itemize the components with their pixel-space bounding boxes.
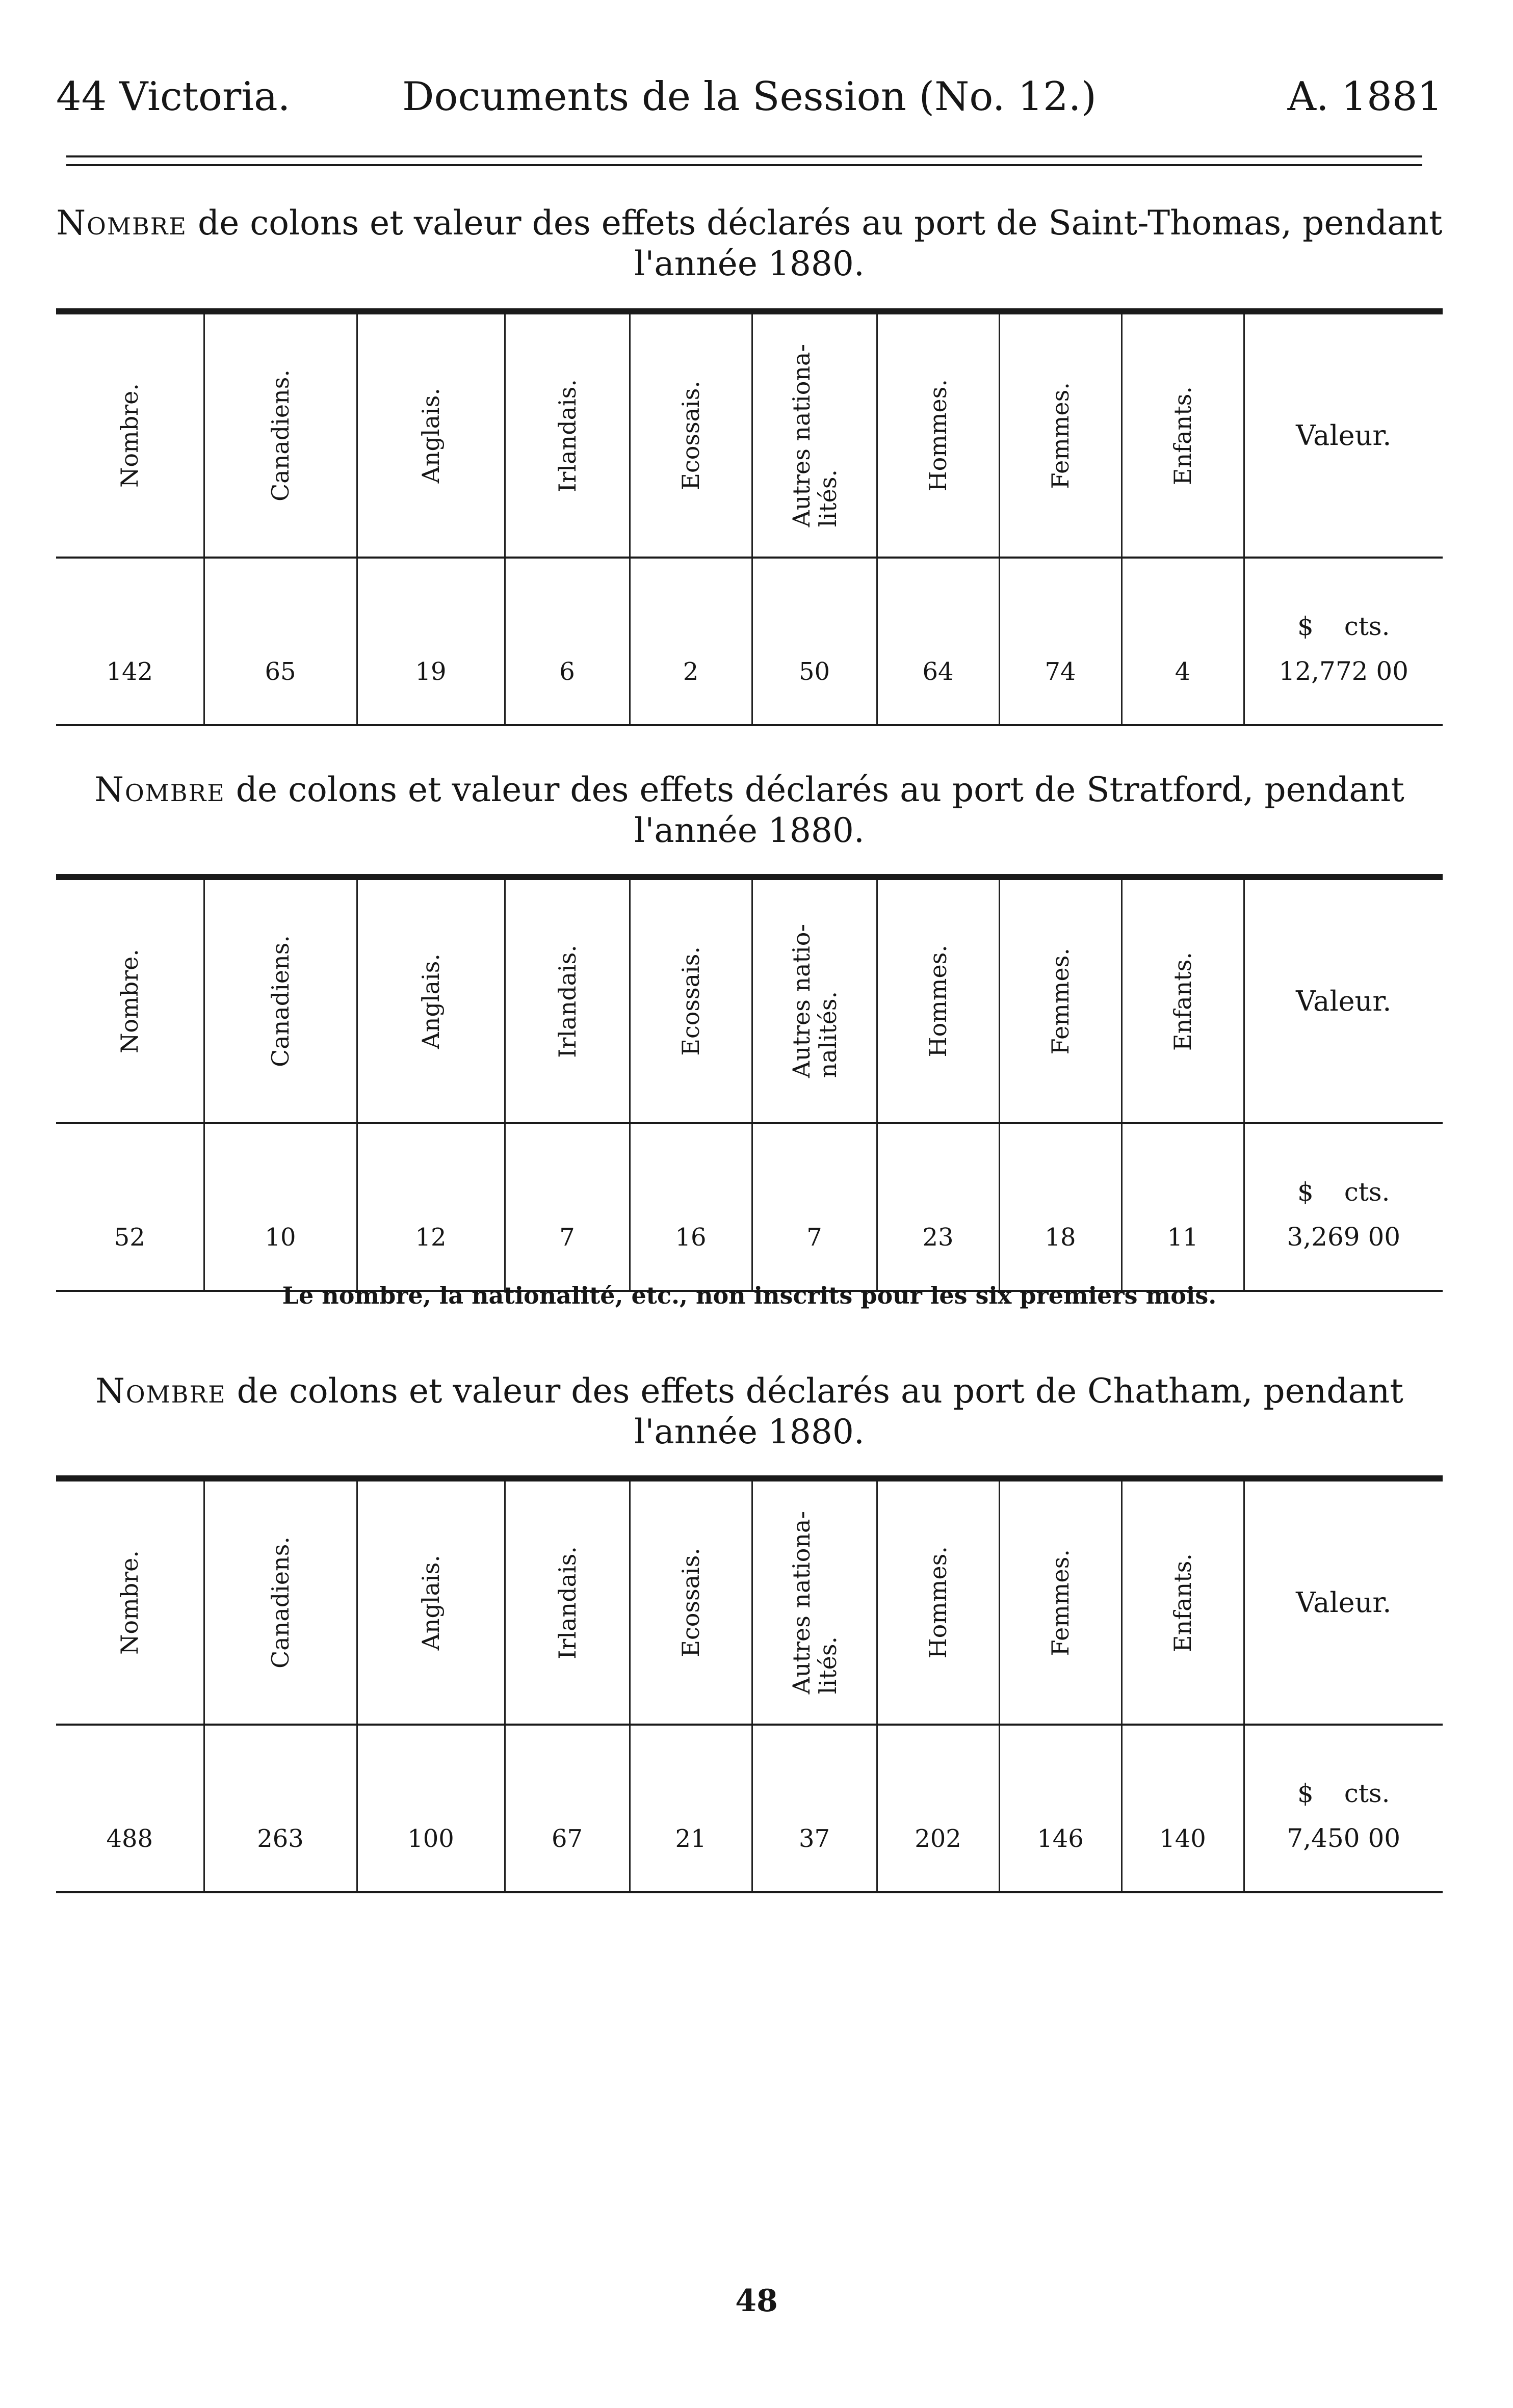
value-amount: 7,450 00 [1287,1823,1401,1853]
cell-irlandais: 7 [505,1123,630,1291]
header-row [56,877,1443,1123]
currency-symbol: $ [1297,1177,1314,1207]
col-canadiens: Canadiens. [204,877,357,1123]
col-ecossais: Ecossais. [630,311,752,558]
section-title-chatham [56,1371,1443,1452]
col-anglais: Anglais. [357,877,505,1123]
cents-label: cts. [1344,612,1390,641]
col-valeur: Valeur. [1244,1478,1443,1725]
col-valeur: Valeur. [1244,877,1443,1123]
col-canadiens: Canadiens. [204,311,357,558]
footnote: Le nombre, la nationalité, etc., non inscrits pour les six premiers mois. [282,1282,1217,1309]
cell-hommes: 202 [877,1725,999,1892]
cell-ecossais: 16 [630,1123,752,1291]
title-lead: Nombre [95,1371,226,1411]
cell-autres: 7 [752,1123,877,1291]
header-rule-top [66,155,1422,157]
col-anglais: Anglais. [357,311,505,558]
col-autres: Autres nationa- lités. [752,311,877,558]
cell-canadiens: 263 [204,1725,357,1892]
title-rest: de colons et valeur des effets déclarés au port de Saint-Thomas, pendant [187,203,1443,243]
title-lead: Nombre [94,770,225,809]
cents-label: cts. [1344,1779,1390,1808]
section-title-saint-thomas [56,203,1443,284]
col-autres: Autres natio- nalités. [752,877,877,1123]
col-hommes: Hommes. [877,311,999,558]
cell-ecossais: 2 [630,558,752,725]
currency-symbol: $ [1297,612,1314,641]
cell-valeur [1244,1725,1443,1892]
col-valeur: Valeur. [1244,311,1443,558]
running-header [56,69,1443,125]
cell-ecossais: 21 [630,1725,752,1892]
cell-irlandais: 6 [505,558,630,725]
col-femmes: Femmes. [999,1478,1121,1725]
col-irlandais: Irlandais. [505,877,630,1123]
col-nombre: Nombre. [56,1478,204,1725]
value-amount: 12,772 00 [1279,656,1408,686]
page-number: 48 [735,2283,778,2319]
cell-autres: 37 [752,1725,877,1892]
title-rest: de colons et valeur des effets déclarés au port de Stratford, pendant [225,770,1404,809]
cell-enfants: 11 [1121,1123,1244,1291]
section-title-stratford [56,770,1443,851]
cell-anglais: 100 [357,1725,505,1892]
title-line2: l'année 1880. [634,244,865,283]
cell-canadiens: 10 [204,1123,357,1291]
col-anglais: Anglais. [357,1478,505,1725]
title-rest: de colons et valeur des effets déclarés au port de Chatham, pendant [226,1371,1403,1411]
col-canadiens: Canadiens. [204,1478,357,1725]
table-stratford [56,874,1443,1292]
table-saint-thomas [56,308,1443,726]
col-irlandais: Irlandais. [505,1478,630,1725]
cell-autres: 50 [752,558,877,725]
table-row [56,558,1443,725]
cell-nombre: 488 [56,1725,204,1892]
cell-anglais: 19 [357,558,505,725]
cell-nombre: 52 [56,1123,204,1291]
col-irlandais: Irlandais. [505,311,630,558]
table-row [56,1725,1443,1892]
col-nombre: Nombre. [56,877,204,1123]
col-hommes: Hommes. [877,877,999,1123]
header-row [56,1478,1443,1725]
cell-hommes: 23 [877,1123,999,1291]
title-line2: l'année 1880. [634,811,865,850]
header-rule-bottom [66,164,1422,166]
value-amount: 3,269 00 [1287,1222,1401,1252]
title-lead: Nombre [56,203,188,243]
cents-label: cts. [1344,1177,1390,1207]
col-enfants: Enfants. [1121,1478,1244,1725]
header-year: A. 1881 [1287,74,1443,120]
cell-hommes: 64 [877,558,999,725]
currency-symbol: $ [1297,1779,1314,1808]
cell-valeur [1244,558,1443,725]
cell-irlandais: 67 [505,1725,630,1892]
col-femmes: Femmes. [999,877,1121,1123]
cell-femmes: 18 [999,1123,1121,1291]
col-autres: Autres nationa- lités. [752,1478,877,1725]
header-title: Documents de la Session (No. 12.) [402,74,1097,120]
col-femmes: Femmes. [999,311,1121,558]
cell-canadiens: 65 [204,558,357,725]
col-ecossais: Ecossais. [630,877,752,1123]
cell-nombre: 142 [56,558,204,725]
table-chatham [56,1475,1443,1893]
cell-valeur [1244,1123,1443,1291]
cell-femmes: 146 [999,1725,1121,1892]
header-row [56,311,1443,558]
cell-anglais: 12 [357,1123,505,1291]
col-hommes: Hommes. [877,1478,999,1725]
cell-enfants: 4 [1121,558,1244,725]
table-row [56,1123,1443,1291]
title-line2: l'année 1880. [634,1412,865,1451]
header-volume: 44 Victoria. [56,74,291,120]
cell-femmes: 74 [999,558,1121,725]
col-enfants: Enfants. [1121,311,1244,558]
col-enfants: Enfants. [1121,877,1244,1123]
col-ecossais: Ecossais. [630,1478,752,1725]
col-nombre: Nombre. [56,311,204,558]
cell-enfants: 140 [1121,1725,1244,1892]
